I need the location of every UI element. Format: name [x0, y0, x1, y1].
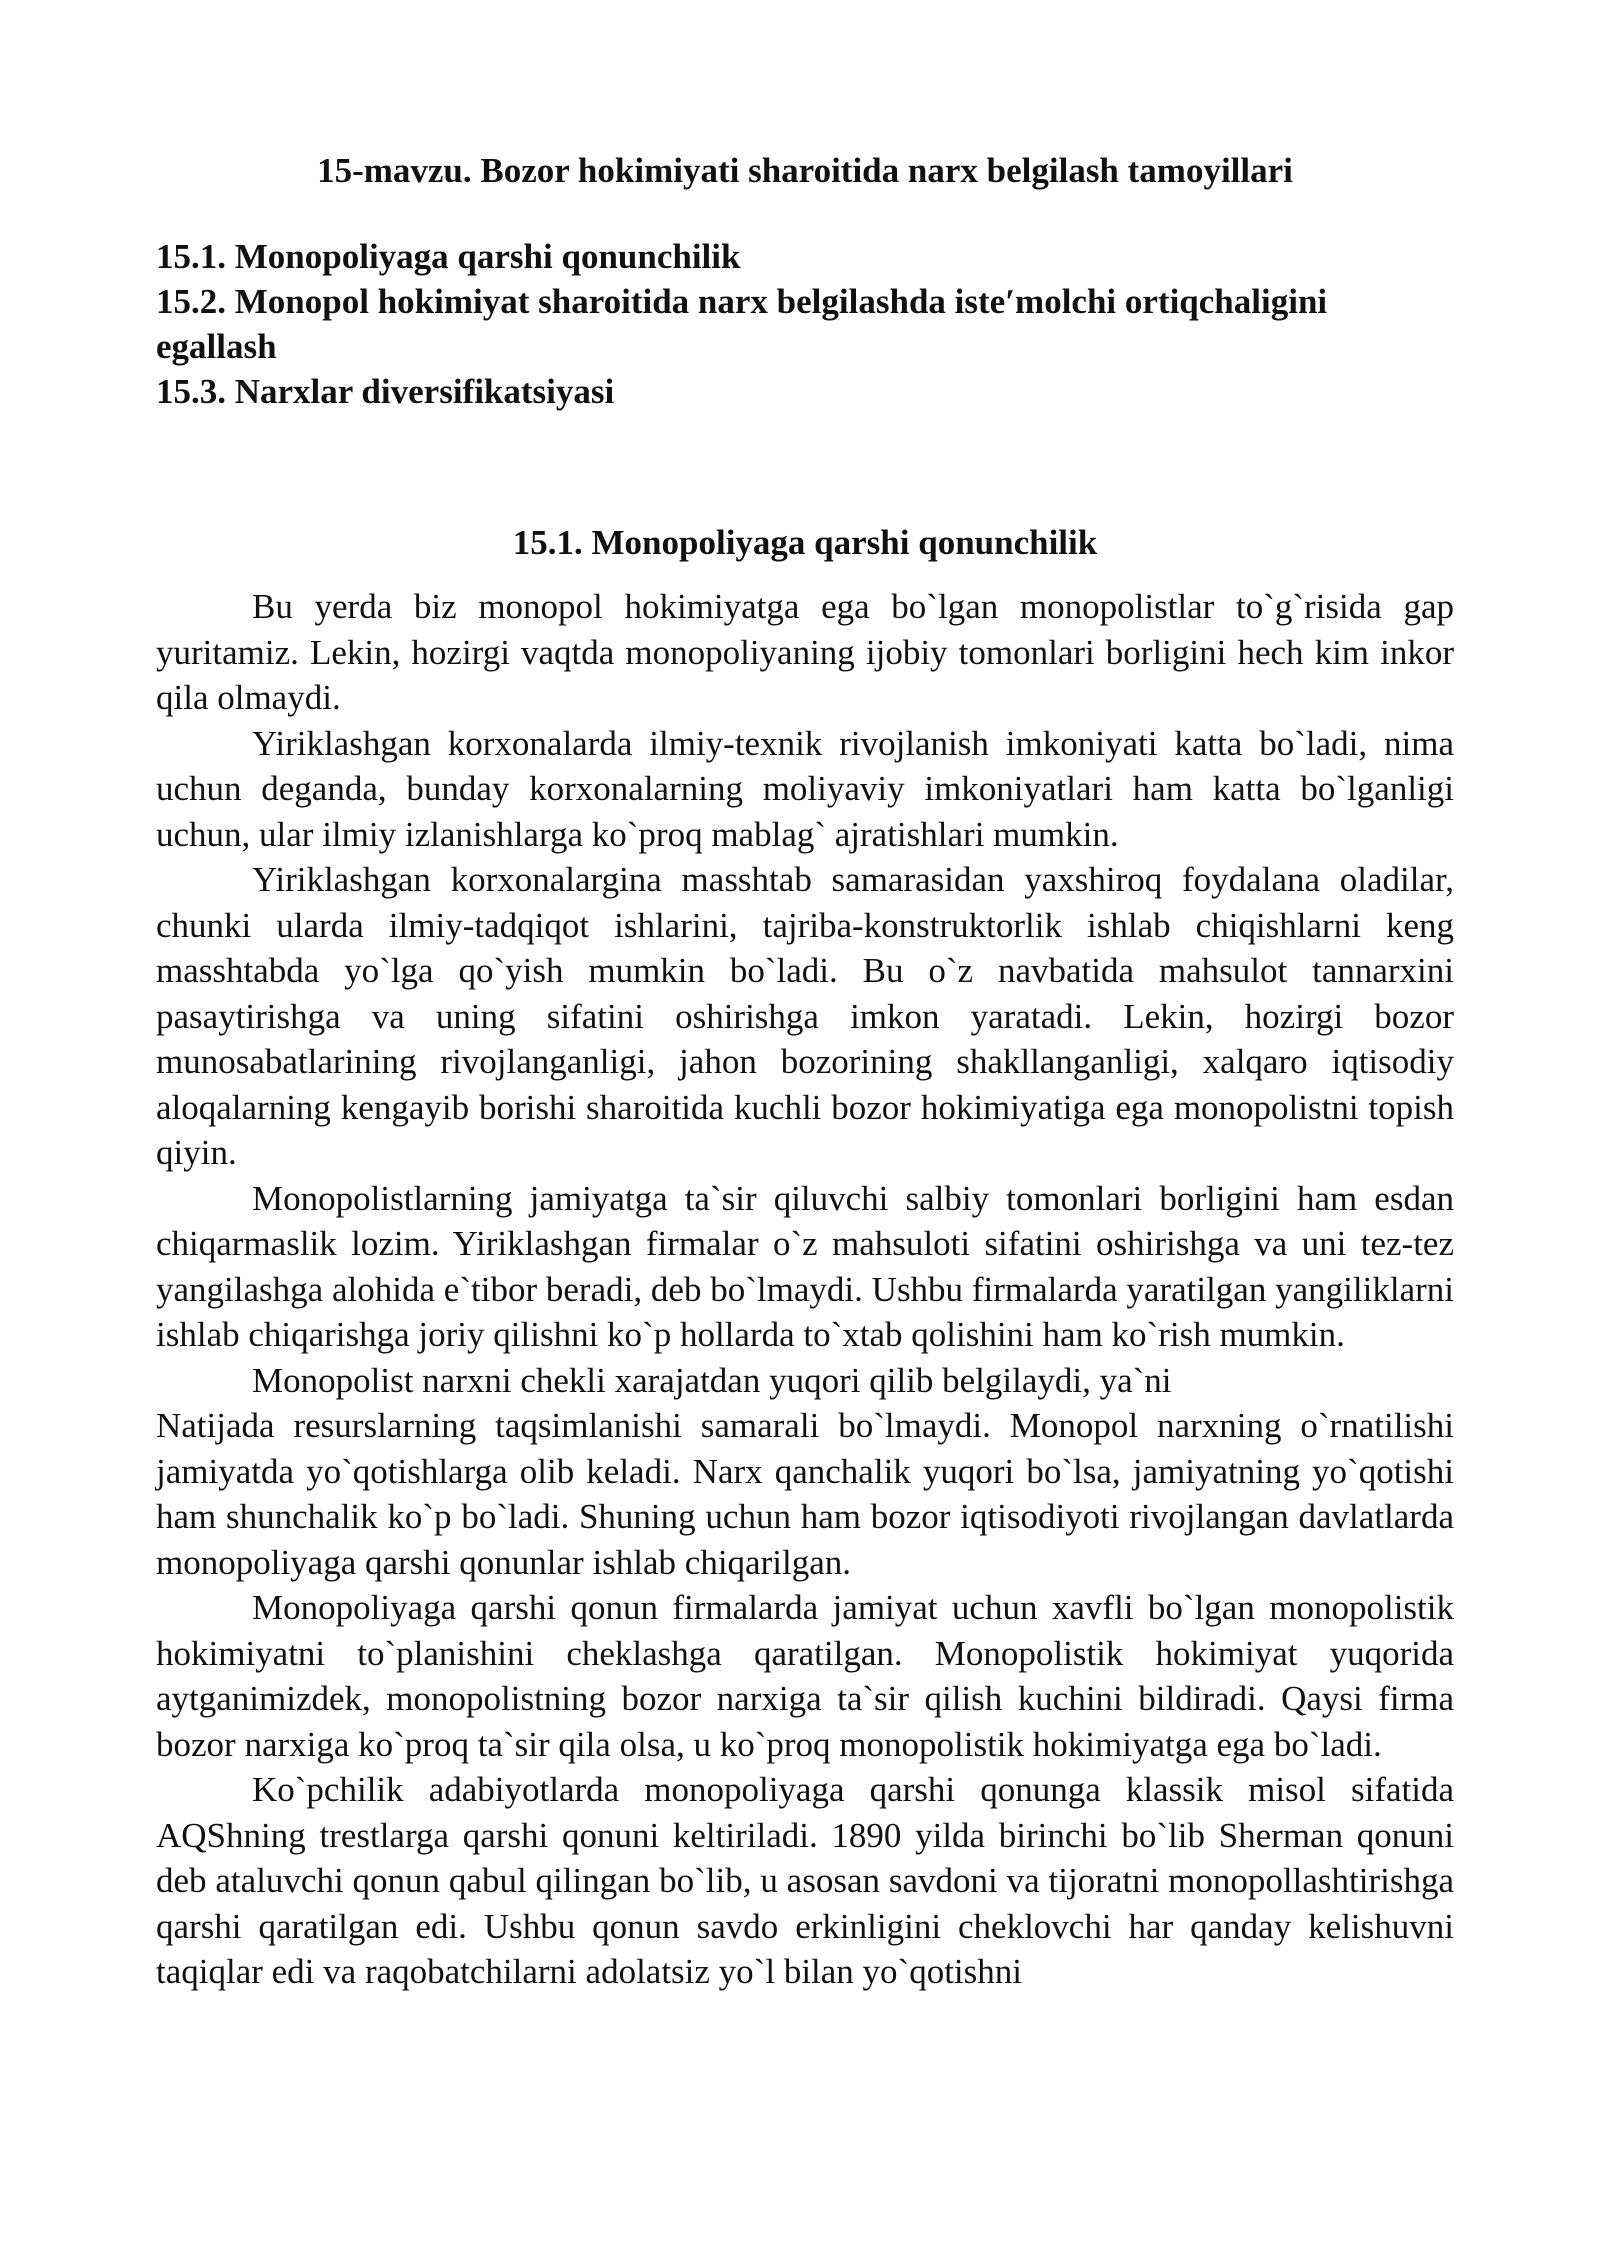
paragraph: Ko`pchilik adabiyotlarda monopoliyaga qarshi qonunga klassik misol sifatida AQShning trestlarga qarshi qonuni keltiriladi. 1890 yilda birinchi bo`lib Sherman qonuni deb ataluvchi qonun qabul qilingan bo`lib, u asosan savdoni va tijoratni monopollashtirishga qarshi qaratilgan edi. Ushbu qonun savdo erkinligini cheklovchi har qanday kelishuvni taqiqlar edi va raqobatchilarni adolatsiz yo`l bilan yo`qotishni	[156, 1770, 1454, 1991]
paragraph: Natijada resurslarning taqsimlanishi samarali bo`lmaydi. Monopol narxning o`rnatilishi jamiyatda yo`qotishlarga olib keladi. Narx qanchalik yuqori bo`lsa, jamiyatning yo`qotishi ham shunchalik ko`p bo`ladi. Shuning uchun ham bozor iqtisodiyoti rivojlangan davlatlarda monopoliyaga qarshi qonunlar ishlab chiqarilgan.	[156, 1406, 1454, 1582]
paragraph: Monopolistlarning jamiyatga ta`sir qiluvchi salbiy tomonlari borligini ham esdan chiqarmaslik lozim. Yiriklashgan firmalar o`z mahsuloti sifatini oshirishga va uni tez-tez yangilashga alohida e`tibor beradi, deb bo`lmaydi. Ushbu firmalarda yaratilgan yangiliklarni ishlab chiqarishga joriy qilishni ko`p hollarda to`xtab qolishini ham ko`rish mumkin.	[156, 1178, 1454, 1354]
body-text	[156, 584, 1454, 1995]
toc-item: 15.1. Monopoliyaga qarshi qonunchilik	[156, 237, 741, 276]
document-page	[156, 148, 1454, 1995]
paragraph: Monopoliyaga qarshi qonun firmalarda jamiyat uchun xavfli bo`lgan monopolistik hokimiyatni to`planishini cheklashga qaratilgan. Monopolistik hokimiyat yuqorida aytganimizdek, monopolistning bozor narxiga ta`sir qilish kuchini bildiradi. Qaysi firma bozor narxiga ko`proq ta`sir qila olsa, u ko`proq monopolistik hokimiyatga ega bo`ladi.	[156, 1588, 1454, 1764]
paragraph: Bu yerda biz monopol hokimiyatga ega bo`lgan monopolistlar to`g`risida gap yuritamiz. Lekin, hozirgi vaqtda monopoliyaning ijobiy tomonlari borligini hech kim inkor qila olmaydi.	[156, 587, 1454, 717]
paragraph: Yiriklashgan korxonalarda ilmiy-texnik rivojlanish imkoniyati katta bo`ladi, nima uchun deganda, bunday korxonalarning moliyaviy imkoniyatlari ham katta bo`lganligi uchun, ular ilmiy izlanishlarga ko`proq mablag` ajratishlari mumkin.	[156, 723, 1454, 854]
document-title: 15-mavzu. Bozor hokimiyati sharoitida narx belgilash tamoyillari	[317, 151, 1293, 190]
paragraph: Monopolist narxni chekli xarajatdan yuqori qilib belgilaydi, ya`ni	[252, 1360, 1172, 1400]
table-of-contents	[156, 234, 1454, 414]
toc-item: 15.3. Narxlar diversifikatsiyasi	[156, 372, 615, 411]
paragraph: Yiriklashgan korxonalargina masshtab samarasidan yaxshiroq foydalana oladilar, chunki ularda ilmiy-tadqiqot ishlarini, tajriba-konstruktorlik ishlab chiqishlarni keng masshtabda yo`lga qo`yish mumkin bo`ladi. Bu o`z navbatida mahsulot tannarxini pasaytirishga va uning sifatini oshirishga imkon yaratadi. Lekin, hozirgi bozor munosabatlarining rivojlanganligi, jahon bozorining shakllanganligi, xalqaro iqtisodiy aloqalarning kengayib borishi sharoitida kuchli bozor hokimiyatiga ega monopolistni topish qiyin.	[156, 860, 1454, 1172]
section-heading: 15.1. Monopoliyaga qarshi qonunchilik	[512, 523, 1098, 562]
toc-item: 15.2. Monopol hokimiyat sharoitida narx belgilashda isteʹmolchi ortiqchaligini egallash	[156, 282, 1328, 366]
